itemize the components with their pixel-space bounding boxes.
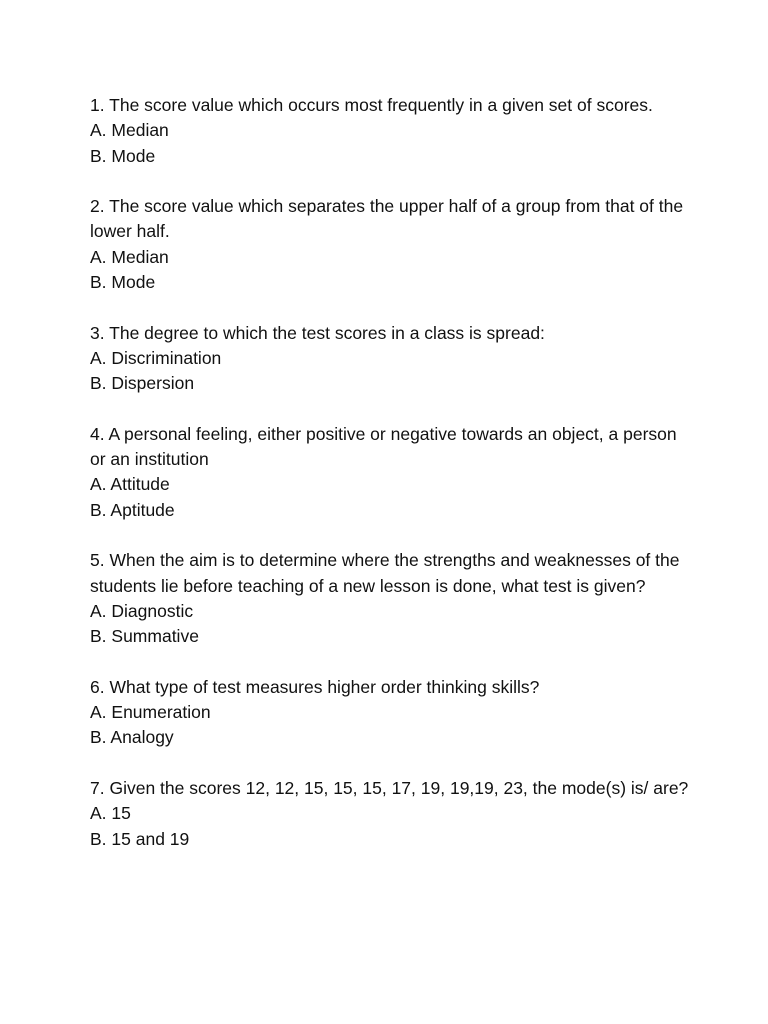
option-b: B. Aptitude [90,499,175,520]
option-b: B. 15 and 19 [90,828,190,849]
option-a: A. Median [90,246,169,267]
option-a: A. Enumeration [90,702,211,723]
question-text: 1. The score value which occurs most frequently in a given set of scores. [90,95,653,115]
question-5 [90,548,690,649]
question-1 [90,93,690,169]
question-2 [90,194,690,295]
question-document [90,93,690,877]
option-b: B. Dispersion [90,373,195,394]
question-text: 5. When the aim is to determine where the strengths and weaknesses of the students lie before teaching of a new lesson is done, what test is given? [90,550,680,596]
question-text: 2. The score value which separates the upper half of a group from that of the lower half. [90,196,684,242]
question-4 [90,422,690,523]
option-a: A. Diagnostic [90,600,194,621]
question-3 [90,321,690,397]
question-7 [90,776,690,852]
option-b: B. Mode [90,145,156,166]
question-text: 3. The degree to which the test scores in a class is spread: [90,322,545,343]
option-b: B. Mode [90,272,156,293]
option-a: A. Median [90,120,169,141]
option-a: A. 15 [90,803,131,824]
option-b: B. Analogy [90,727,174,748]
option-a: A. Attitude [90,474,170,495]
question-text: 6. What type of test measures higher order thinking skills? [90,676,540,697]
question-text: 7. Given the scores 12, 12, 15, 15, 15, 17, 19, 19,19, 23, the mode(s) is/ are? [90,778,689,799]
option-a: A. Discrimination [90,347,222,368]
question-text: 4. A personal feeling, either positive or negative towards an object, a person or an institution [90,423,677,470]
option-b: B. Summative [90,626,199,647]
question-6 [90,675,690,751]
